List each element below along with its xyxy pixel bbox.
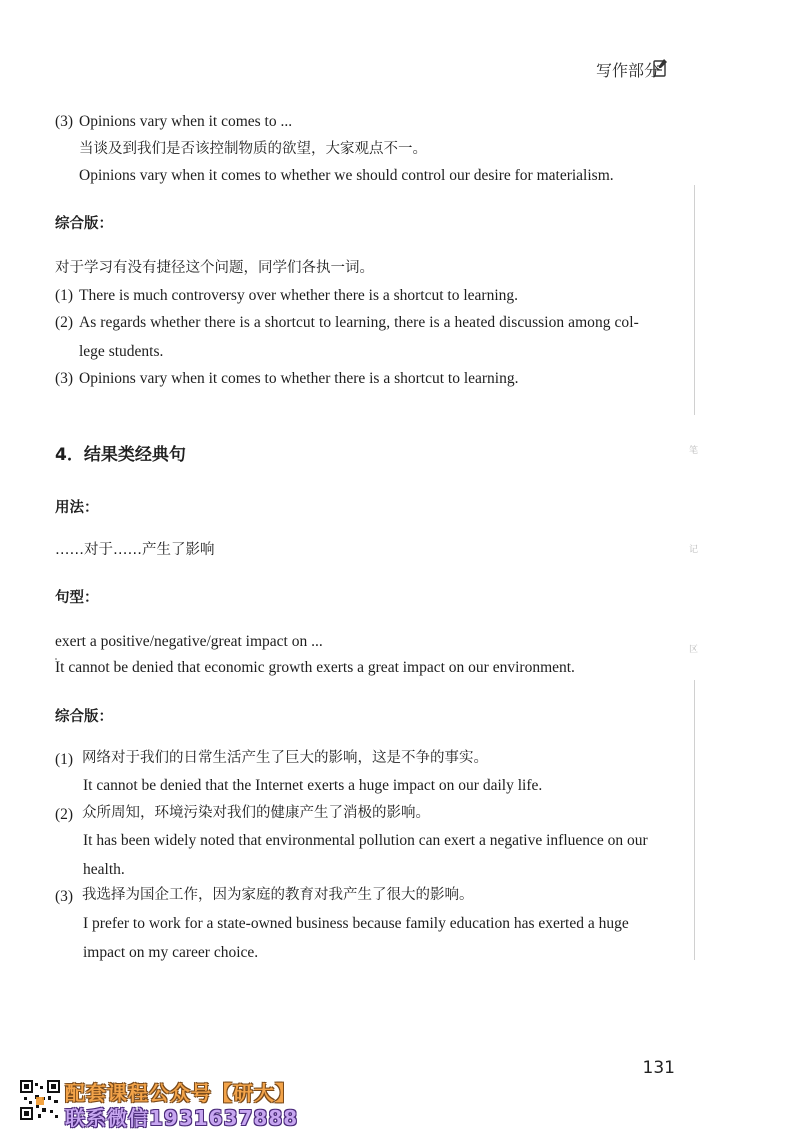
item-number: (1) <box>55 287 74 304</box>
item-number: (2) <box>55 314 74 331</box>
english-sentence: It cannot be denied that the Internet exerts a huge impact on our daily life. <box>83 777 543 794</box>
margin-divider <box>694 185 695 415</box>
item-number: (3) <box>55 888 74 905</box>
promo-banner-line2: 联系微信1931637888 <box>65 1106 299 1130</box>
english-sentence: Opinions vary when it comes to whether we should control our desire for materialism. <box>79 167 614 184</box>
page-number: 131 <box>642 1058 675 1078</box>
english-sentence-continued: impact on my career choice. <box>83 944 259 961</box>
section-subheading: 综合版： <box>55 709 113 725</box>
pencil-notebook-icon <box>652 58 668 78</box>
qr-code-icon <box>20 1080 60 1120</box>
sentence-pattern: exert a positive/negative/great impact on ... <box>55 633 323 650</box>
usage-heading: 用法： <box>55 500 99 516</box>
intro-sentence: 对于学习有没有捷径这个问题，同学们各执一词。 <box>55 260 374 276</box>
margin-note: 记 <box>689 545 699 555</box>
english-sentence: It has been widely noted that environmental pollution can exert a negative influence on our <box>83 832 648 849</box>
pattern-heading: 句型： <box>55 590 99 606</box>
promo-banner-line1: 配套课程公众号【研大】 <box>65 1081 296 1105</box>
chinese-sentence: 当谈及到我们是否该控制物质的欲望，大家观点不一。 <box>79 141 427 157</box>
example-sentence: It cannot be denied that economic growth exerts a great impact on our environment. <box>55 659 575 676</box>
item-number: (3) <box>55 113 74 130</box>
section-subheading: 综合版： <box>55 216 113 232</box>
english-sentence: I prefer to work for a state-owned business because family education has exerted a huge <box>83 915 629 932</box>
section-title: 4．结果类经典句 <box>55 445 186 465</box>
item-number: (2) <box>55 806 74 823</box>
chinese-sentence: 众所周知，环境污染对我们的健康产生了消极的影响。 <box>82 805 430 821</box>
usage-text: ……对于……产生了影响 <box>55 542 215 558</box>
item-number: (3) <box>55 370 74 387</box>
margin-divider <box>694 680 695 960</box>
sentence-pattern: Opinions vary when it comes to ... <box>79 113 293 130</box>
page-header-title: 写作部分 <box>595 61 660 80</box>
english-sentence: As regards whether there is a shortcut to learning, there is a heated discussion among col- <box>79 314 639 331</box>
margin-note: 区 <box>689 645 699 655</box>
english-sentence-continued: lege students. <box>79 343 164 360</box>
english-sentence: There is much controversy over whether there is a shortcut to learning. <box>79 287 519 304</box>
english-sentence-continued: health. <box>83 861 125 878</box>
item-number: (1) <box>55 751 74 768</box>
chinese-sentence: 网络对于我们的日常生活产生了巨大的影响，这是不争的事实。 <box>82 750 488 766</box>
margin-note: 笔 <box>689 446 699 456</box>
english-sentence: Opinions vary when it comes to whether there is a shortcut to learning. <box>79 370 519 387</box>
chinese-sentence: 我选择为国企工作，因为家庭的教育对我产生了很大的影响。 <box>82 887 474 903</box>
